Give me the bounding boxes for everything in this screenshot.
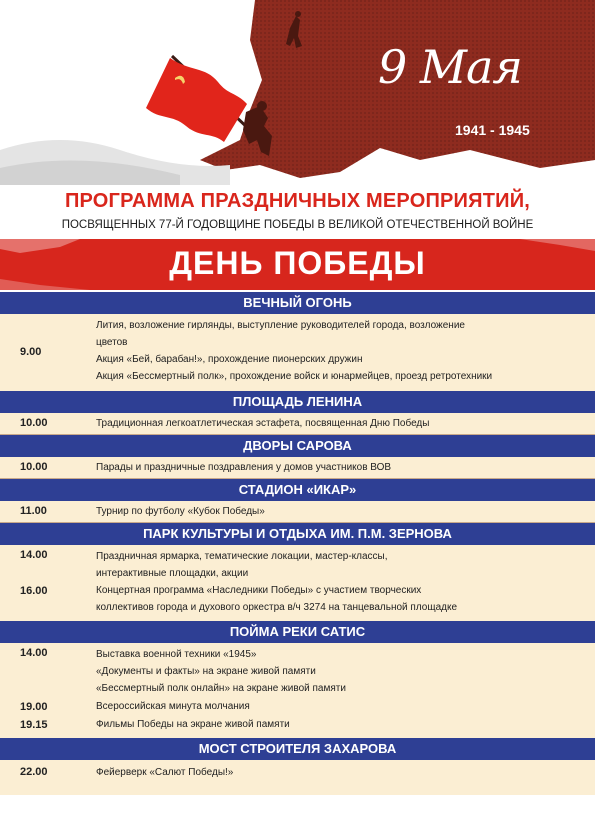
- venue-zernov-park: ПАРК КУЛЬТУРЫ И ОТДЫХА ИМ. П.М. ЗЕРНОВА: [0, 523, 595, 545]
- event-line: «Бессмертный полк онлайн» на экране живой памяти: [96, 683, 346, 694]
- row-divider: [0, 522, 595, 523]
- venue-eternal-flame-events: [0, 314, 595, 391]
- event-line: Акция «Бей, барабан!», прохождение пионерских дружин: [96, 354, 363, 365]
- event-line: Всероссийская минута молчания: [96, 701, 250, 712]
- event-line: Фейерверк «Салют Победы!»: [96, 767, 234, 778]
- date-title: 9 Мая: [378, 40, 522, 94]
- victory-day-banner: [0, 239, 595, 290]
- event-line: цветов: [96, 337, 128, 348]
- event-line: Турнир по футболу «Кубок Победы»: [96, 506, 265, 517]
- event-schedule: [0, 292, 595, 795]
- event-line: Концертная программа «Наследники Победы» с участием творческих: [96, 585, 422, 596]
- venue-sarov-yards-events: [0, 457, 595, 479]
- program-title: ПРОГРАММА ПРАЗДНИЧНЫХ МЕРОПРИЯТИЙ,: [64, 190, 531, 212]
- event-time: 10.00: [20, 417, 48, 429]
- event-line: Праздничная ярмарка, тематические локации, мастер-классы,: [96, 551, 388, 562]
- venue-satis-floodplain: ПОЙМА РЕКИ САТИС: [0, 621, 595, 643]
- venue-ikar-stadium-events: [0, 501, 595, 523]
- event-time: 16.00: [20, 585, 48, 597]
- venue-zakharov-bridge: МОСТ СТРОИТЕЛЯ ЗАХАРОВА: [0, 738, 595, 760]
- event-time: 19.00: [20, 701, 48, 713]
- event-line: Выставка военной техники «1945»: [96, 649, 257, 660]
- event-time: 10.00: [20, 461, 48, 473]
- venue-sarov-yards: ДВОРЫ САРОВА: [0, 435, 595, 457]
- raised-soviet-flag-icon: [146, 58, 247, 142]
- program-subtitle: ПОСВЯЩЕННЫХ 77-Й ГОДОВЩИНЕ ПОБЕДЫ В ВЕЛИКОЙ ОТЕЧЕСТВЕННОЙ ВОЙНЕ: [61, 219, 534, 231]
- venue-eternal-flame: ВЕЧНЫЙ ОГОНЬ: [0, 292, 595, 314]
- victory-day-title: ДЕНЬ ПОБЕДЫ: [169, 245, 426, 281]
- event-line: Парады и праздничные поздравления у домов участников ВОВ: [96, 462, 392, 473]
- event-line: Лития, возложение гирлянды, выступление руководителей города, возложение: [96, 320, 465, 331]
- venue-satis-floodplain-events: [0, 643, 595, 738]
- event-time: 11.00: [20, 505, 47, 517]
- event-line: Традиционная легкоатлетическая эстафета, посвященная Дню Победы: [96, 418, 430, 429]
- war-years: 1941 - 1945: [455, 122, 530, 138]
- event-time: 9.00: [20, 346, 42, 358]
- event-line: коллективов города и духового оркестра в/ч 3274 на танцевальной площадке: [96, 602, 458, 613]
- event-line: Акция «Бессмертный полк», прохождение войск и юнармейцев, проезд ретротехники: [96, 371, 493, 382]
- venue-ikar-stadium: СТАДИОН «ИКАР»: [0, 479, 595, 501]
- venue-lenin-square-events: [0, 413, 595, 435]
- venue-lenin-square: ПЛОЩАДЬ ЛЕНИНА: [0, 391, 595, 413]
- venue-zakharov-bridge-events: [0, 760, 595, 795]
- event-time: 14.00: [20, 549, 48, 561]
- event-time: 19.15: [20, 719, 48, 731]
- row-divider: [0, 434, 595, 435]
- venue-zernov-park-events: [0, 545, 595, 621]
- event-line: интерактивные площадки, акции: [96, 568, 249, 579]
- event-time: 14.00: [20, 647, 48, 659]
- row-divider: [0, 478, 595, 479]
- hero-artwork: [0, 0, 595, 185]
- event-line: «Документы и факты» на экране живой памяти: [96, 666, 316, 677]
- event-time: 22.00: [20, 766, 48, 778]
- event-line: Фильмы Победы на экране живой памяти: [96, 719, 290, 730]
